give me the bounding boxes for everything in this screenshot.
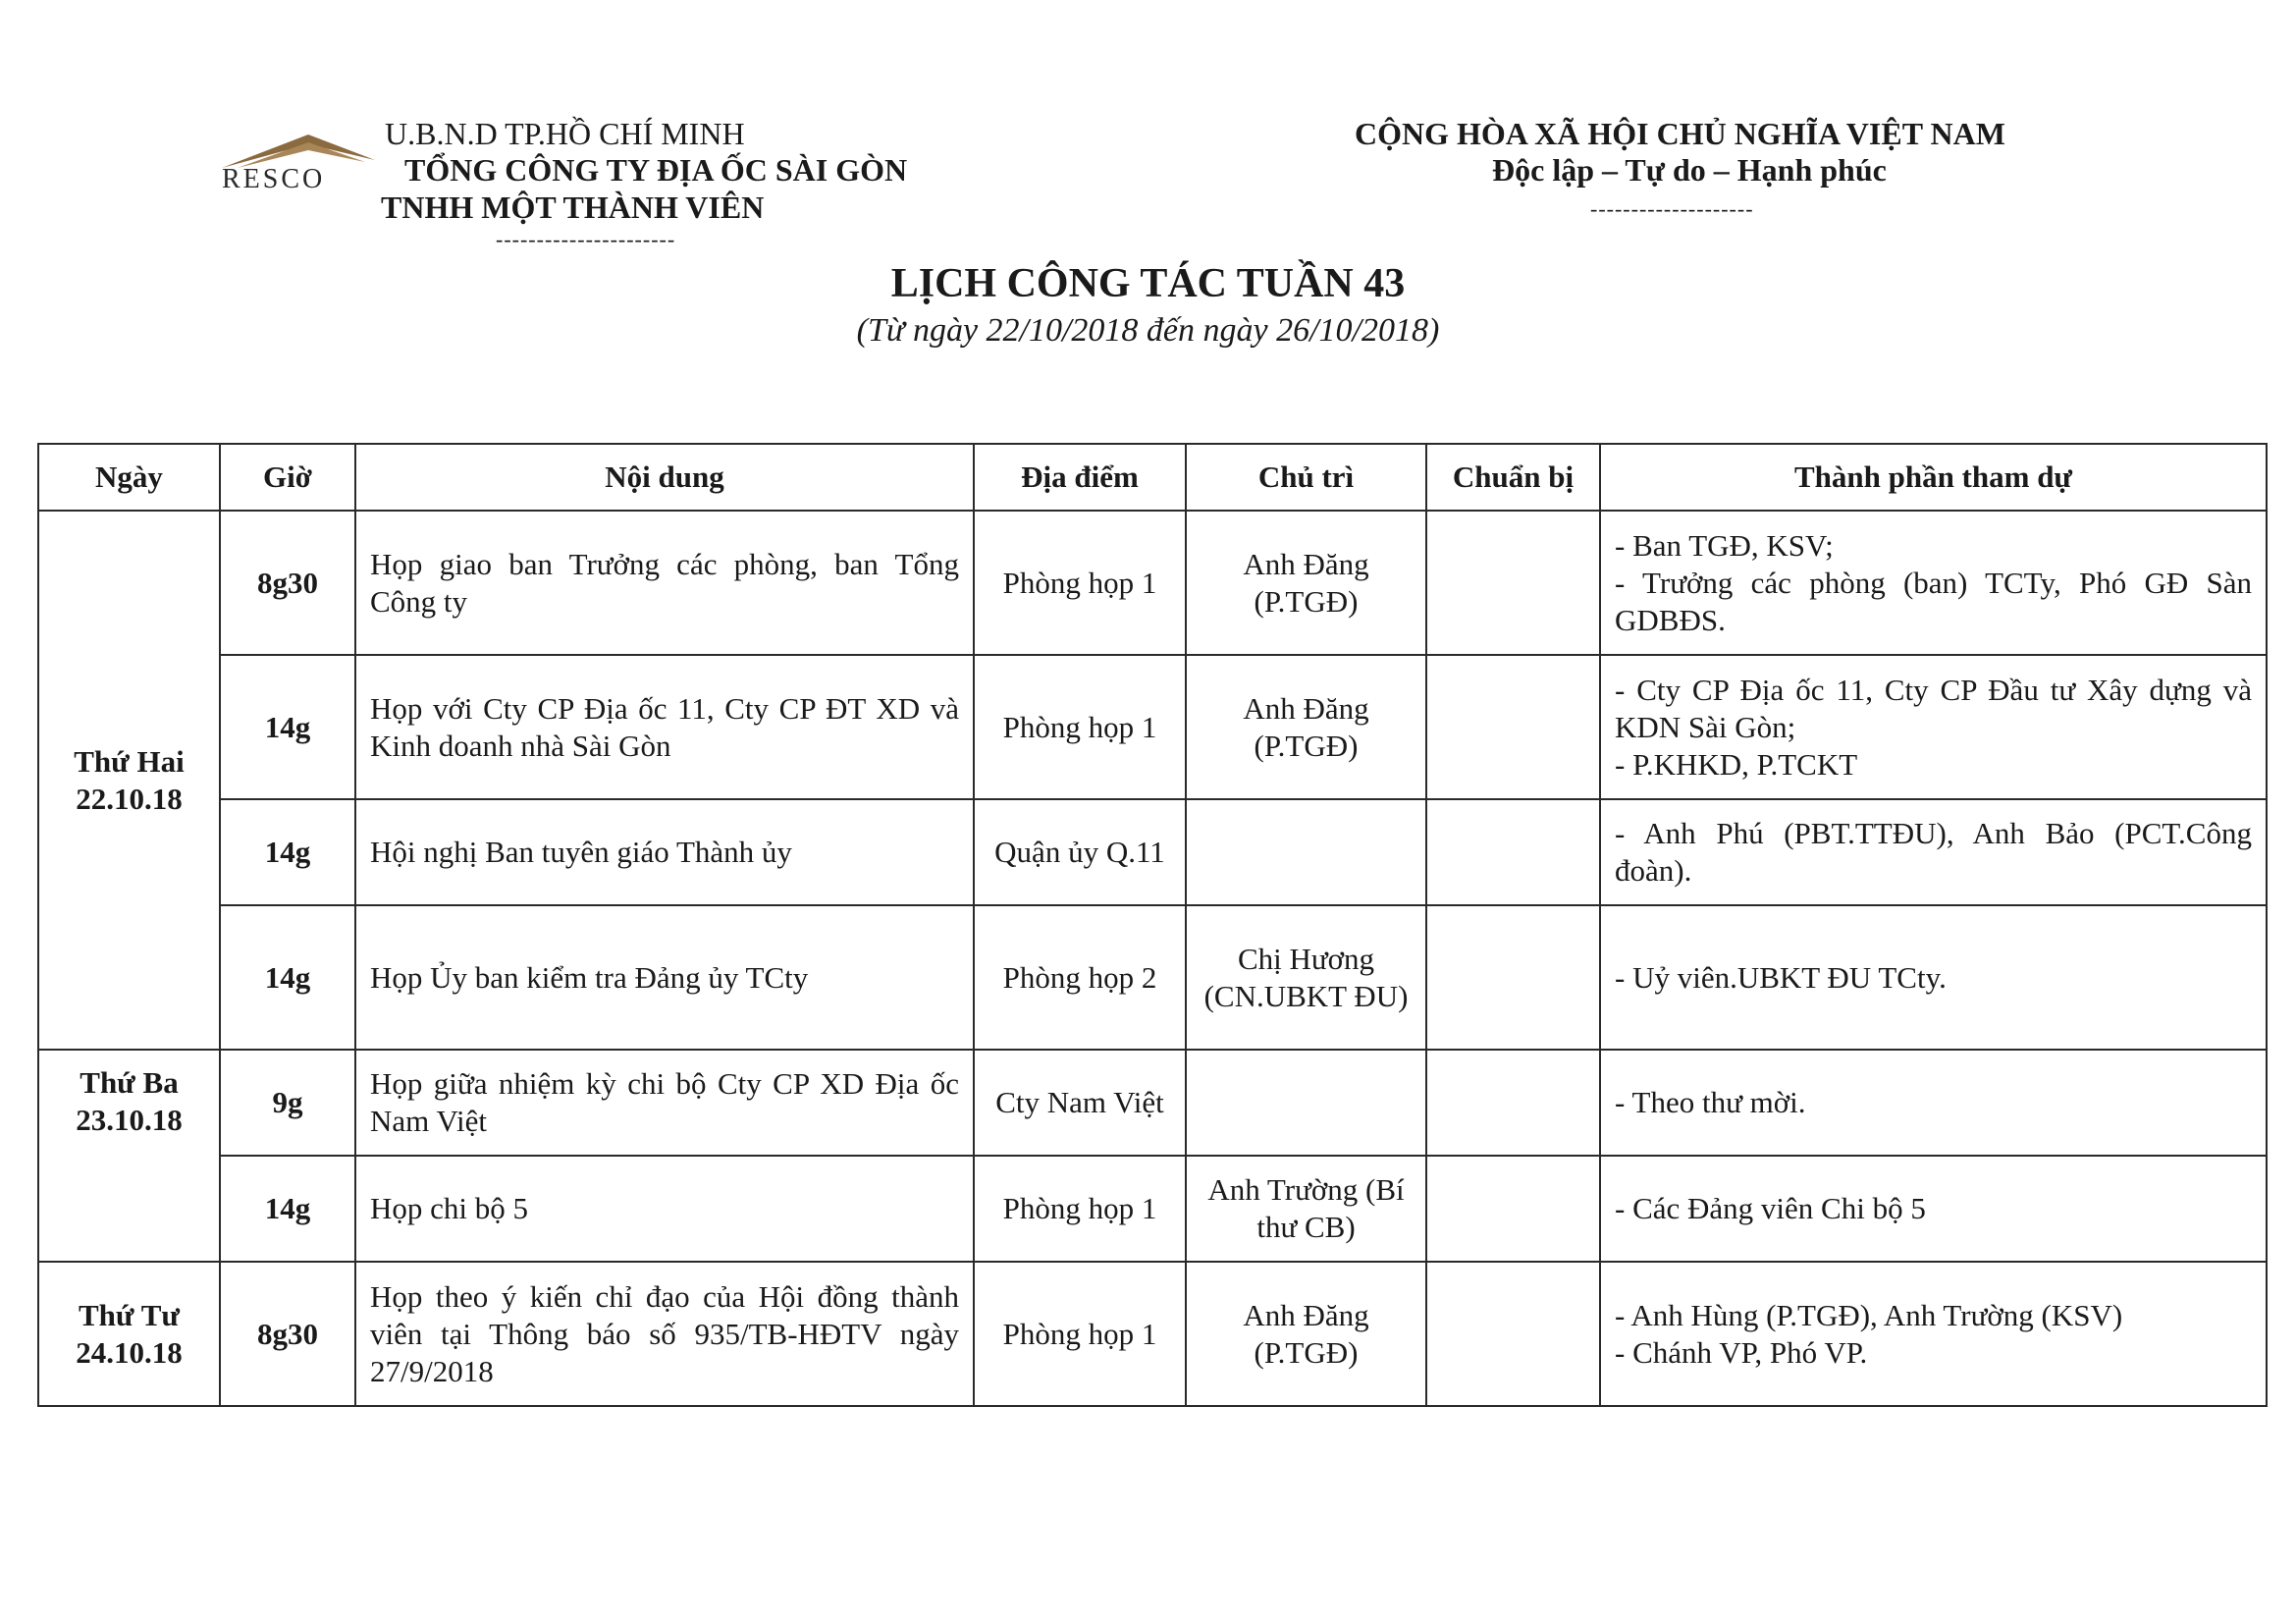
attendees-cell xyxy=(1600,511,2267,655)
place-cell: Phòng họp 2 xyxy=(974,905,1186,1050)
time-cell: 8g30 xyxy=(220,1262,355,1406)
schedule-table xyxy=(37,443,2268,1407)
table-row xyxy=(38,511,2267,655)
content-cell: Họp chi bộ 5 xyxy=(355,1156,974,1262)
company-logo xyxy=(218,131,381,199)
content-cell: Họp với Cty CP Địa ốc 11, Cty CP ĐT XD và Kinh doanh nhà Sài Gòn xyxy=(355,655,974,799)
host-cell xyxy=(1186,1050,1426,1156)
right-separator: -------------------- xyxy=(1590,196,1754,221)
document-date-range: (Từ ngày 22/10/2018 đến ngày 26/10/2018) xyxy=(856,312,1440,349)
day-name: Thứ Ba xyxy=(80,1065,179,1100)
document-title: LỊCH CÔNG TÁC TUẦN 43 xyxy=(890,261,1406,306)
column-header: Thành phần tham dự xyxy=(1600,444,2267,511)
column-header: Địa điểm xyxy=(974,444,1186,511)
content-cell: Họp giữa nhiệm kỳ chi bộ Cty CP XD Địa ốc Nam Việt xyxy=(355,1050,974,1156)
prep-cell xyxy=(1426,655,1600,799)
column-header: Chuẩn bị xyxy=(1426,444,1600,511)
corporation-name: TỔNG CÔNG TY ĐỊA ỐC SÀI GÒN xyxy=(404,152,908,188)
republic-name: CỘNG HÒA XÃ HỘI CHỦ NGHĨA VIỆT NAM xyxy=(1355,116,2005,151)
content-cell: Họp theo ý kiến chỉ đạo của Hội đồng thành viên tại Thông báo số 935/TB-HĐTV ngày 27/9/2018 xyxy=(355,1262,974,1406)
day-cell xyxy=(38,511,220,1050)
time-cell: 8g30 xyxy=(220,511,355,655)
place-cell: Cty Nam Việt xyxy=(974,1050,1186,1156)
host-cell: Anh Trường (Bí thư CB) xyxy=(1186,1156,1426,1262)
attendees-cell xyxy=(1600,1262,2267,1406)
prep-cell xyxy=(1426,1050,1600,1156)
time-cell: 14g xyxy=(220,1156,355,1262)
place-cell: Phòng họp 1 xyxy=(974,1156,1186,1262)
attendee-line: - Anh Phú (PBT.TTĐU), Anh Bảo (PCT.Công đoàn). xyxy=(1615,816,2252,888)
column-header: Giờ xyxy=(220,444,355,511)
table-row xyxy=(38,799,2267,905)
time-cell: 14g xyxy=(220,905,355,1050)
day-cell xyxy=(38,1262,220,1406)
prep-cell xyxy=(1426,905,1600,1050)
prep-cell xyxy=(1426,511,1600,655)
prep-cell xyxy=(1426,1156,1600,1262)
left-separator: ---------------------- xyxy=(496,227,676,251)
attendee-line: - Chánh VP, Phó VP. xyxy=(1615,1334,1868,1370)
host-cell: Anh Đăng (P.TGĐ) xyxy=(1186,1262,1426,1406)
content-cell: Họp Ủy ban kiểm tra Đảng ủy TCty xyxy=(355,905,974,1050)
column-header: Nội dung xyxy=(355,444,974,511)
place-cell: Phòng họp 1 xyxy=(974,1262,1186,1406)
attendees-cell xyxy=(1600,1050,2267,1156)
host-cell: Chị Hương (CN.UBKT ĐU) xyxy=(1186,905,1426,1050)
attendee-line: - Anh Hùng (P.TGĐ), Anh Trường (KSV) xyxy=(1615,1297,2123,1332)
day-cell xyxy=(38,1050,220,1262)
attendee-line: - Các Đảng viên Chi bộ 5 xyxy=(1615,1191,1926,1225)
table-row xyxy=(38,1050,2267,1156)
attendee-line: - Trưởng các phòng (ban) TCTy, Phó GĐ Sàn GDBĐS. xyxy=(1615,565,2252,637)
time-cell: 9g xyxy=(220,1050,355,1156)
table-row xyxy=(38,1262,2267,1406)
prep-cell xyxy=(1426,799,1600,905)
table-row xyxy=(38,905,2267,1050)
day-name: Thứ Hai xyxy=(74,743,185,779)
attendees-cell xyxy=(1600,905,2267,1050)
time-cell: 14g xyxy=(220,799,355,905)
day-name: Thứ Tư xyxy=(79,1297,180,1332)
logo-text: RESCO xyxy=(222,164,326,194)
attendee-line: - Uỷ viên.UBKT ĐU TCty. xyxy=(1615,959,1947,995)
place-cell: Phòng họp 1 xyxy=(974,511,1186,655)
national-motto: Độc lập – Tự do – Hạnh phúc xyxy=(1492,152,1887,188)
table-row xyxy=(38,1156,2267,1262)
host-cell xyxy=(1186,799,1426,905)
attendees-cell xyxy=(1600,1156,2267,1262)
place-cell: Quận ủy Q.11 xyxy=(974,799,1186,905)
content-cell: Họp giao ban Trưởng các phòng, ban Tổng Công ty xyxy=(355,511,974,655)
day-date: 24.10.18 xyxy=(76,1334,183,1370)
attendee-line: - Ban TGĐ, KSV; xyxy=(1615,527,1834,563)
host-cell: Anh Đăng (P.TGĐ) xyxy=(1186,655,1426,799)
attendees-cell xyxy=(1600,655,2267,799)
attendees-cell xyxy=(1600,799,2267,905)
host-cell: Anh Đăng (P.TGĐ) xyxy=(1186,511,1426,655)
table-header-row xyxy=(38,444,2267,511)
day-date: 22.10.18 xyxy=(76,781,183,816)
column-header: Ngày xyxy=(38,444,220,511)
content-cell: Hội nghị Ban tuyên giáo Thành ủy xyxy=(355,799,974,905)
corporation-type: TNHH MỘT THÀNH VIÊN xyxy=(381,189,765,225)
attendee-line: - P.KHKD, P.TCKT xyxy=(1615,746,1858,782)
city-committee-line: U.B.N.D TP.HỒ CHÍ MINH xyxy=(385,116,745,151)
attendee-line: - Cty CP Địa ốc 11, Cty CP Đầu tư Xây dựng và KDN Sài Gòn; xyxy=(1615,672,2252,744)
attendee-line: - Theo thư mời. xyxy=(1615,1085,1806,1119)
prep-cell xyxy=(1426,1262,1600,1406)
time-cell: 14g xyxy=(220,655,355,799)
day-date: 23.10.18 xyxy=(76,1103,183,1137)
column-header: Chủ trì xyxy=(1186,444,1426,511)
place-cell: Phòng họp 1 xyxy=(974,655,1186,799)
table-row xyxy=(38,655,2267,799)
